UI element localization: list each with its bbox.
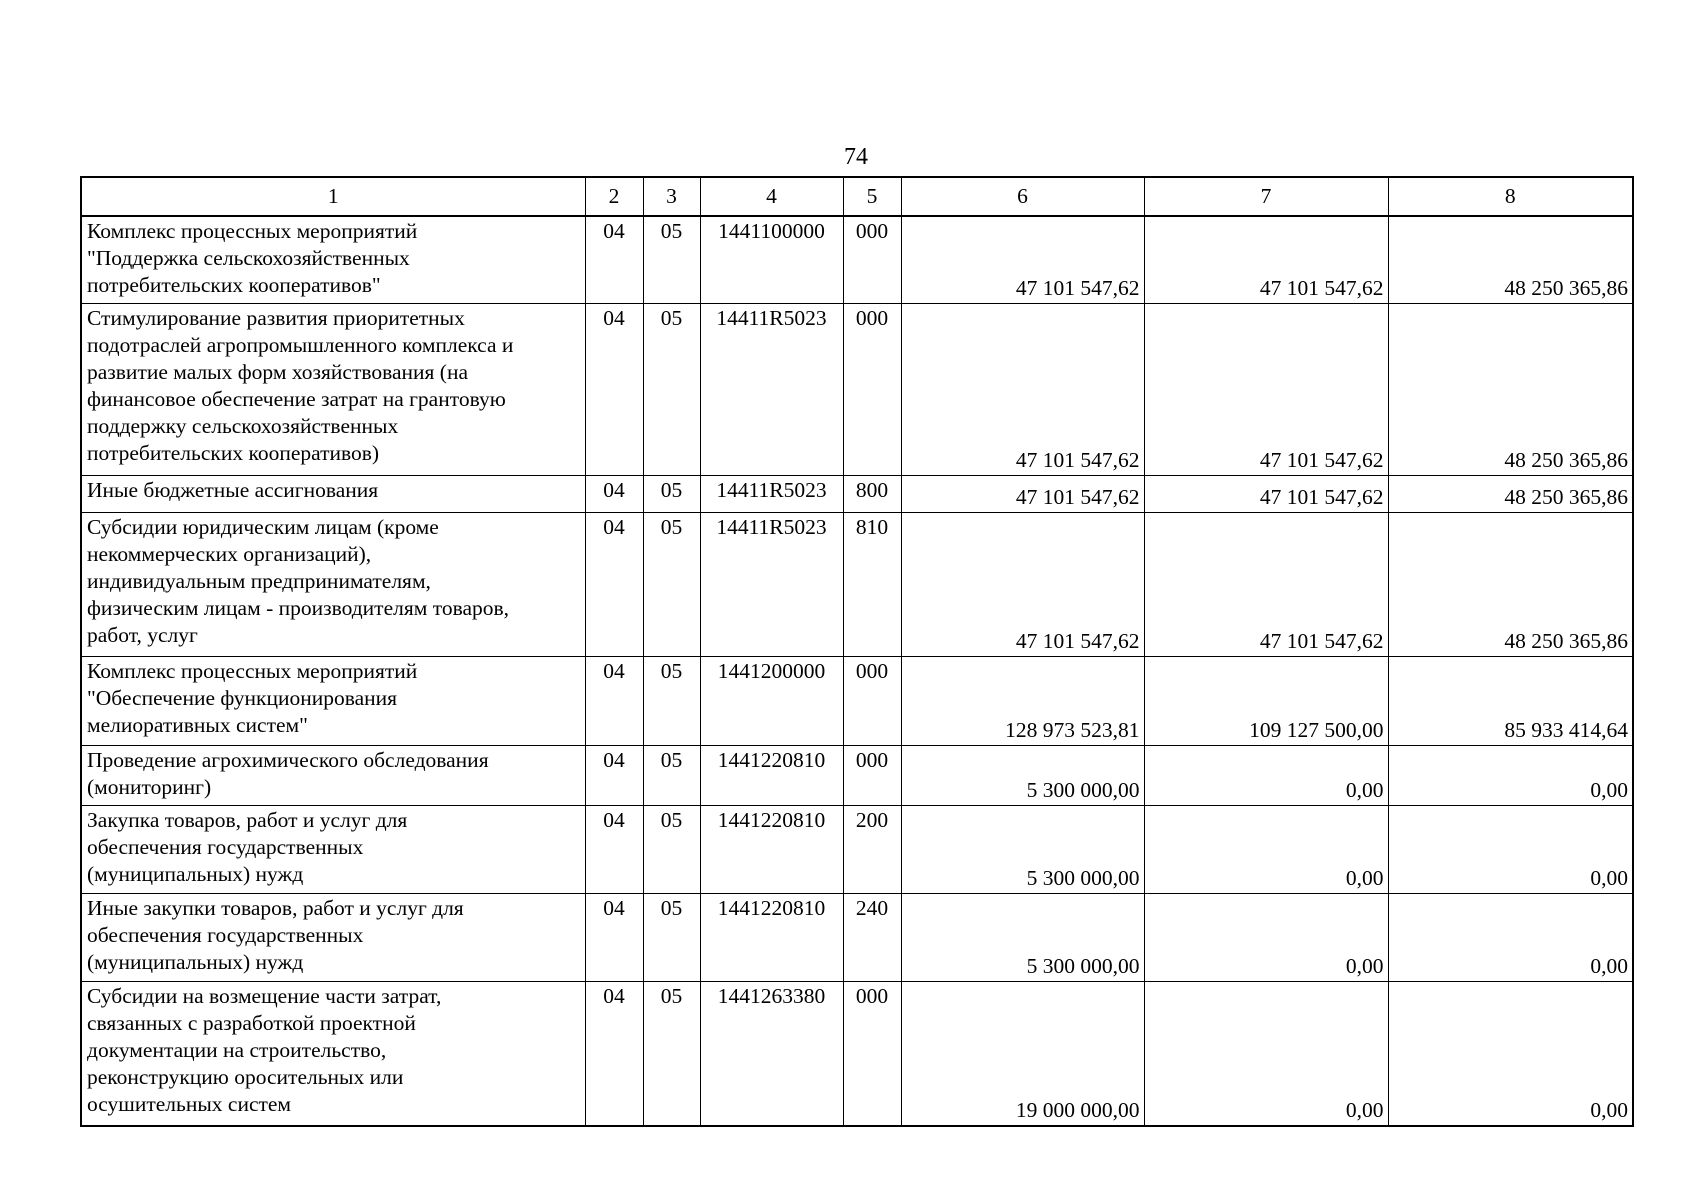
section-code: 04 [585, 304, 643, 476]
column-header: 1 [81, 177, 585, 216]
target-article-code: 1441220810 [700, 894, 843, 982]
section-code: 04 [585, 513, 643, 657]
page-number: 74 [844, 144, 868, 170]
expense-type-code: 810 [843, 513, 901, 657]
amount-col-7: 0,00 [1144, 982, 1388, 1127]
target-article-code: 14411R5023 [700, 304, 843, 476]
amount-col-7: 109 127 500,00 [1144, 657, 1388, 746]
amount-col-7: 47 101 547,62 [1144, 476, 1388, 513]
table-row [81, 894, 1633, 982]
subsection-code: 05 [643, 806, 700, 894]
amount-col-6: 5 300 000,00 [901, 806, 1144, 894]
column-header: 3 [643, 177, 700, 216]
column-header: 5 [843, 177, 901, 216]
column-header: 6 [901, 177, 1144, 216]
target-article-code: 1441220810 [700, 746, 843, 806]
budget-table [80, 176, 1634, 1127]
column-header: 4 [700, 177, 843, 216]
amount-col-8: 48 250 365,86 [1388, 513, 1633, 657]
table-row [81, 746, 1633, 806]
amount-col-6: 47 101 547,62 [901, 513, 1144, 657]
column-header: 2 [585, 177, 643, 216]
amount-col-8: 0,00 [1388, 746, 1633, 806]
target-article-code: 1441100000 [700, 216, 843, 304]
amount-col-8: 0,00 [1388, 982, 1633, 1127]
section-code: 04 [585, 657, 643, 746]
amount-col-8: 0,00 [1388, 806, 1633, 894]
table-header-row [81, 177, 1633, 216]
row-title: Закупка товаров, работ и услуг для обеспечения государственных (муниципальных) нужд [81, 806, 585, 894]
expense-type-code: 000 [843, 216, 901, 304]
amount-col-6: 128 973 523,81 [901, 657, 1144, 746]
amount-col-8: 0,00 [1388, 894, 1633, 982]
column-header: 8 [1388, 177, 1633, 216]
target-article-code: 1441220810 [700, 806, 843, 894]
table-row [81, 476, 1633, 513]
subsection-code: 05 [643, 894, 700, 982]
amount-col-7: 0,00 [1144, 806, 1388, 894]
row-title: Комплекс процессных мероприятий "Поддержка сельскохозяйственных потребительских кооперативов" [81, 216, 585, 304]
subsection-code: 05 [643, 982, 700, 1127]
expense-type-code: 200 [843, 806, 901, 894]
expense-type-code: 240 [843, 894, 901, 982]
target-article-code: 1441200000 [700, 657, 843, 746]
expense-type-code: 000 [843, 746, 901, 806]
table-row [81, 216, 1633, 304]
amount-col-6: 47 101 547,62 [901, 476, 1144, 513]
amount-col-8: 48 250 365,86 [1388, 476, 1633, 513]
row-title: Проведение агрохимического обследования (мониторинг) [81, 746, 585, 806]
subsection-code: 05 [643, 513, 700, 657]
amount-col-7: 0,00 [1144, 746, 1388, 806]
section-code: 04 [585, 894, 643, 982]
amount-col-6: 19 000 000,00 [901, 982, 1144, 1127]
amount-col-6: 47 101 547,62 [901, 216, 1144, 304]
amount-col-8: 85 933 414,64 [1388, 657, 1633, 746]
row-title: Субсидии юридическим лицам (кроме некоммерческих организаций), индивидуальным предпринимателям, физическим лицам - производителям товаров, работ, услуг [81, 513, 585, 657]
amount-col-8: 48 250 365,86 [1388, 304, 1633, 476]
expense-type-code: 000 [843, 657, 901, 746]
section-code: 04 [585, 746, 643, 806]
target-article-code: 14411R5023 [700, 513, 843, 657]
table-row [81, 657, 1633, 746]
section-code: 04 [585, 216, 643, 304]
subsection-code: 05 [643, 657, 700, 746]
column-header: 7 [1144, 177, 1388, 216]
section-code: 04 [585, 476, 643, 513]
amount-col-7: 47 101 547,62 [1144, 304, 1388, 476]
amount-col-8: 48 250 365,86 [1388, 216, 1633, 304]
subsection-code: 05 [643, 476, 700, 513]
expense-type-code: 000 [843, 982, 901, 1127]
expense-type-code: 000 [843, 304, 901, 476]
amount-col-7: 47 101 547,62 [1144, 216, 1388, 304]
subsection-code: 05 [643, 216, 700, 304]
row-title: Комплекс процессных мероприятий "Обеспечение функционирования мелиоративных систем" [81, 657, 585, 746]
subsection-code: 05 [643, 746, 700, 806]
amount-col-6: 47 101 547,62 [901, 304, 1144, 476]
target-article-code: 14411R5023 [700, 476, 843, 513]
row-title: Стимулирование развития приоритетных подотраслей агропромышленного комплекса и развитие малых форм хозяйствования (на финансовое обеспечение затрат на грантовую поддержку сельскохозяйственных потребительских кооперативов) [81, 304, 585, 476]
amount-col-6: 5 300 000,00 [901, 746, 1144, 806]
amount-col-6: 5 300 000,00 [901, 894, 1144, 982]
table-row [81, 304, 1633, 476]
table-row [81, 982, 1633, 1127]
amount-col-7: 47 101 547,62 [1144, 513, 1388, 657]
row-title: Иные закупки товаров, работ и услуг для обеспечения государственных (муниципальных) нужд [81, 894, 585, 982]
section-code: 04 [585, 806, 643, 894]
expense-type-code: 800 [843, 476, 901, 513]
table-row [81, 513, 1633, 657]
amount-col-7: 0,00 [1144, 894, 1388, 982]
table-row [81, 806, 1633, 894]
row-title: Иные бюджетные ассигнования [81, 476, 585, 513]
row-title: Субсидии на возмещение части затрат, связанных с разработкой проектной документации на строительство, реконструкцию оросительных или осушительных систем [81, 982, 585, 1127]
section-code: 04 [585, 982, 643, 1127]
subsection-code: 05 [643, 304, 700, 476]
target-article-code: 1441263380 [700, 982, 843, 1127]
